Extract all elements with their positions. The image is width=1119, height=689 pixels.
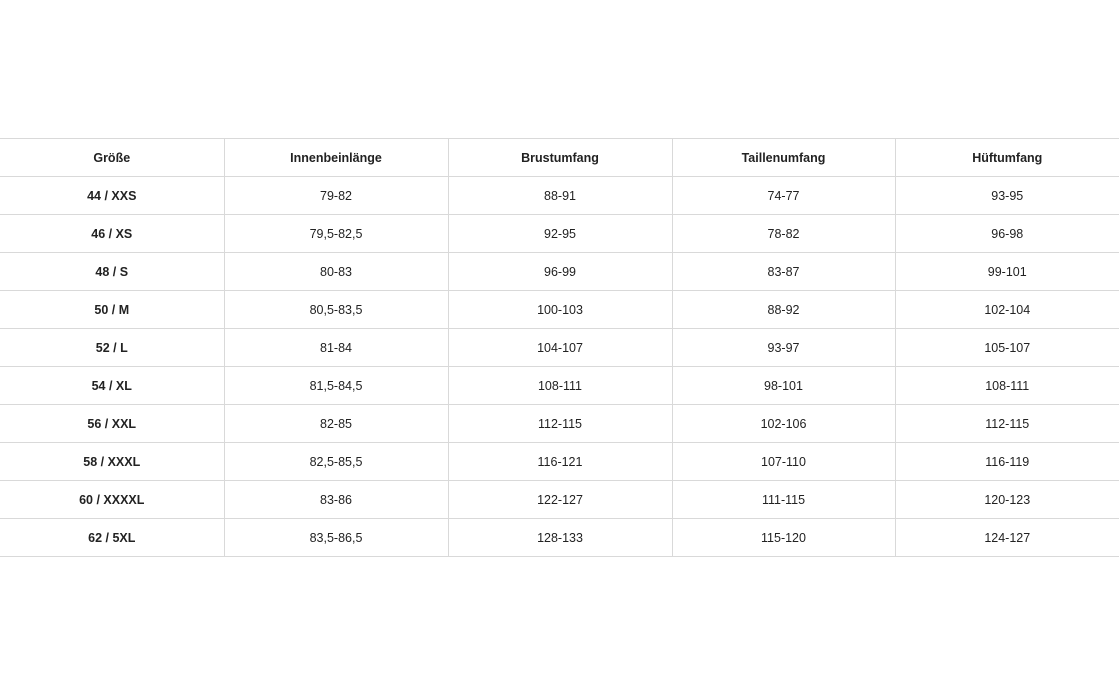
cell-chest: 92-95 bbox=[448, 215, 672, 253]
table-header-row bbox=[0, 139, 1119, 177]
cell-waist: 83-87 bbox=[672, 253, 895, 291]
cell-size: 50 / M bbox=[0, 291, 224, 329]
cell-inseam: 83-86 bbox=[224, 481, 448, 519]
column-header-inseam: Innenbeinlänge bbox=[224, 139, 448, 177]
column-header-chest: Brustumfang bbox=[448, 139, 672, 177]
table-row bbox=[0, 177, 1119, 215]
table-row bbox=[0, 481, 1119, 519]
cell-size: 44 / XXS bbox=[0, 177, 224, 215]
cell-hip: 112-115 bbox=[895, 405, 1119, 443]
cell-hip: 96-98 bbox=[895, 215, 1119, 253]
cell-chest: 96-99 bbox=[448, 253, 672, 291]
cell-size: 54 / XL bbox=[0, 367, 224, 405]
cell-inseam: 80-83 bbox=[224, 253, 448, 291]
column-header-size: Größe bbox=[0, 139, 224, 177]
table-header bbox=[0, 139, 1119, 177]
cell-chest: 128-133 bbox=[448, 519, 672, 557]
table-row bbox=[0, 215, 1119, 253]
table-row bbox=[0, 405, 1119, 443]
column-header-waist: Taillenumfang bbox=[672, 139, 895, 177]
cell-size: 60 / XXXXL bbox=[0, 481, 224, 519]
cell-waist: 78-82 bbox=[672, 215, 895, 253]
cell-waist: 93-97 bbox=[672, 329, 895, 367]
table-row bbox=[0, 519, 1119, 557]
cell-waist: 74-77 bbox=[672, 177, 895, 215]
cell-size: 52 / L bbox=[0, 329, 224, 367]
cell-chest: 122-127 bbox=[448, 481, 672, 519]
cell-inseam: 81,5-84,5 bbox=[224, 367, 448, 405]
cell-size: 46 / XS bbox=[0, 215, 224, 253]
cell-inseam: 82,5-85,5 bbox=[224, 443, 448, 481]
cell-inseam: 83,5-86,5 bbox=[224, 519, 448, 557]
cell-hip: 124-127 bbox=[895, 519, 1119, 557]
cell-chest: 104-107 bbox=[448, 329, 672, 367]
cell-inseam: 79,5-82,5 bbox=[224, 215, 448, 253]
cell-chest: 88-91 bbox=[448, 177, 672, 215]
cell-size: 48 / S bbox=[0, 253, 224, 291]
cell-inseam: 81-84 bbox=[224, 329, 448, 367]
cell-waist: 102-106 bbox=[672, 405, 895, 443]
cell-hip: 120-123 bbox=[895, 481, 1119, 519]
table-row bbox=[0, 291, 1119, 329]
cell-inseam: 82-85 bbox=[224, 405, 448, 443]
cell-hip: 116-119 bbox=[895, 443, 1119, 481]
size-chart-table bbox=[0, 138, 1119, 557]
cell-waist: 107-110 bbox=[672, 443, 895, 481]
cell-waist: 88-92 bbox=[672, 291, 895, 329]
cell-hip: 102-104 bbox=[895, 291, 1119, 329]
table-row bbox=[0, 367, 1119, 405]
cell-chest: 116-121 bbox=[448, 443, 672, 481]
cell-inseam: 80,5-83,5 bbox=[224, 291, 448, 329]
cell-chest: 108-111 bbox=[448, 367, 672, 405]
cell-chest: 100-103 bbox=[448, 291, 672, 329]
cell-inseam: 79-82 bbox=[224, 177, 448, 215]
column-header-hip: Hüftumfang bbox=[895, 139, 1119, 177]
cell-hip: 108-111 bbox=[895, 367, 1119, 405]
cell-hip: 99-101 bbox=[895, 253, 1119, 291]
table-row bbox=[0, 329, 1119, 367]
table-body bbox=[0, 177, 1119, 557]
cell-size: 58 / XXXL bbox=[0, 443, 224, 481]
cell-waist: 98-101 bbox=[672, 367, 895, 405]
cell-waist: 111-115 bbox=[672, 481, 895, 519]
cell-size: 56 / XXL bbox=[0, 405, 224, 443]
table-row bbox=[0, 443, 1119, 481]
size-chart-container bbox=[0, 138, 1119, 557]
table-row bbox=[0, 253, 1119, 291]
cell-chest: 112-115 bbox=[448, 405, 672, 443]
cell-hip: 93-95 bbox=[895, 177, 1119, 215]
cell-hip: 105-107 bbox=[895, 329, 1119, 367]
cell-waist: 115-120 bbox=[672, 519, 895, 557]
cell-size: 62 / 5XL bbox=[0, 519, 224, 557]
